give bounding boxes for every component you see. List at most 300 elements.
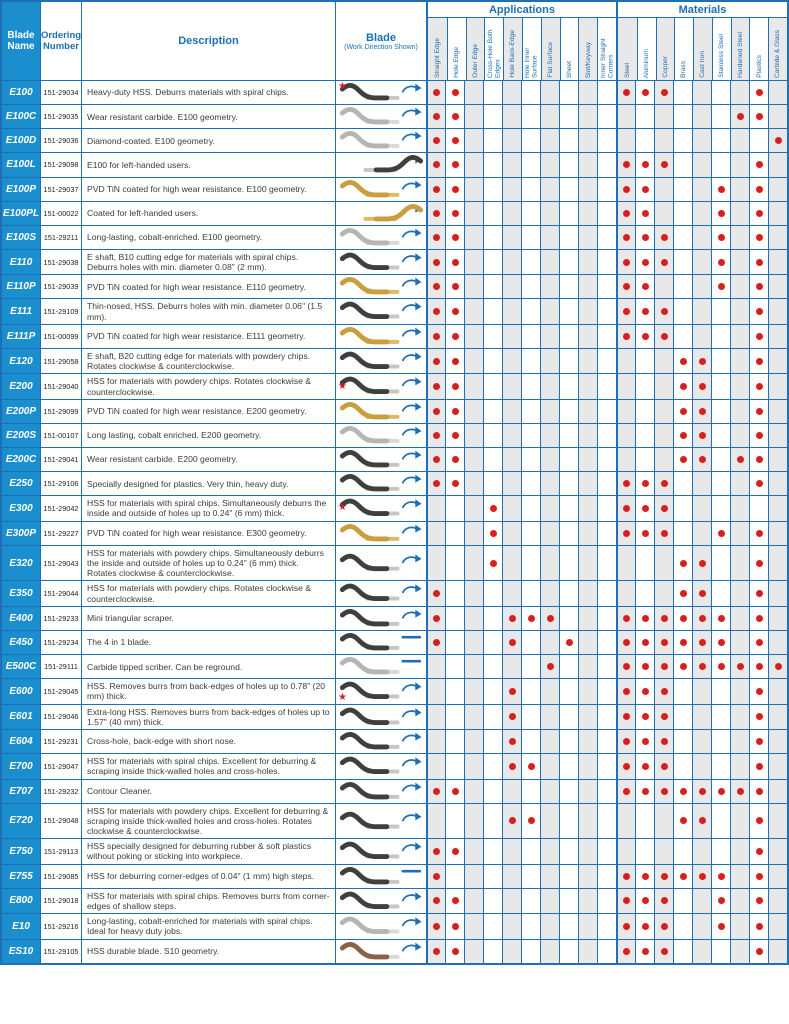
blade-name-cell: E100PL	[2, 202, 40, 225]
application-cell-hole-inner-surface	[521, 226, 540, 249]
description-cell: HSS for deburring corner-edges of 0.04" (1 mm) high steps.	[81, 865, 335, 888]
application-cell-straight-edge	[426, 275, 445, 298]
blade-illustration-with-direction-line	[337, 655, 426, 678]
material-dot	[756, 358, 763, 365]
application-cell-hole-edge	[445, 705, 464, 729]
material-cell-hardened-steel	[730, 705, 749, 729]
material-cell-aluminum	[635, 226, 654, 249]
material-cell-stainless-steel	[711, 81, 730, 104]
material-dot	[756, 283, 763, 290]
column-header-straight-edge: Straight Edge	[428, 18, 447, 80]
material-cell-plastics	[749, 546, 768, 581]
material-cell-aluminum	[635, 349, 654, 373]
material-dot	[699, 817, 706, 824]
application-cell-inner-straight-corners	[597, 105, 616, 128]
application-cell-outer-edge	[464, 349, 483, 373]
material-cell-stainless-steel	[711, 374, 730, 398]
material-cell-cast-iron	[692, 275, 711, 298]
material-dot	[718, 186, 725, 193]
blade-illustration-with-direction-arrow	[337, 581, 426, 605]
blade-name-cell: E350	[2, 581, 40, 605]
description-cell: HSS for materials with spiral chips. Excellent for deburring & scraping inside thick-walled holes and cross-holes.	[81, 754, 335, 778]
application-cell-sheet	[559, 275, 578, 298]
group-labels-applications	[428, 18, 616, 80]
material-cell-aluminum	[635, 202, 654, 225]
application-dot	[433, 897, 440, 904]
material-dot	[661, 923, 668, 930]
table-row-e110p	[2, 274, 787, 298]
material-cell-stainless-steel	[711, 730, 730, 753]
application-cell-sheet	[559, 202, 578, 225]
application-cell-hole-inner-surface	[521, 129, 540, 152]
description-cell: Heavy-duty HSS. Deburrs materials with spiral chips.	[81, 81, 335, 104]
material-dot	[756, 432, 763, 439]
column-header-plastics: Plastics	[749, 18, 768, 80]
application-dot	[433, 639, 440, 646]
material-cell-aluminum	[635, 178, 654, 201]
application-cell-flat-surface	[540, 914, 559, 938]
material-dot	[642, 738, 649, 745]
column-header-brass: Brass	[674, 18, 693, 80]
application-dot	[490, 505, 497, 512]
application-cell-outer-edge	[464, 940, 483, 963]
table-row-e720	[2, 803, 787, 839]
material-cell-plastics	[749, 250, 768, 274]
application-cell-cross-hole-both-edges	[483, 250, 502, 274]
application-cell-straight-edge	[426, 522, 445, 545]
application-cell-inner-straight-corners	[597, 914, 616, 938]
application-cell-slot-keyway	[578, 705, 597, 729]
blade-illustration-with-direction-arrow	[337, 400, 426, 423]
application-cell-hole-inner-surface	[521, 448, 540, 471]
material-dot	[623, 688, 630, 695]
description-cell: Long-lasting, cobalt-enriched for materials with spiral chips. Ideal for heavy duty jobs.	[81, 914, 335, 938]
material-dot	[775, 137, 782, 144]
blade-illustration-with-direction-arrow	[337, 81, 426, 104]
blade-illustration-with-direction-arrow	[337, 424, 426, 447]
material-cell-brass	[673, 754, 692, 778]
material-cell-carbide-glass	[768, 299, 787, 323]
material-dot	[642, 89, 649, 96]
material-dot	[661, 738, 668, 745]
material-cell-carbide-glass	[768, 153, 787, 176]
application-cell-hole-edge	[445, 448, 464, 471]
application-dot	[452, 210, 459, 217]
blade-illustration-with-direction-line	[337, 865, 426, 888]
material-cell-copper	[654, 581, 673, 605]
application-cell-flat-surface	[540, 546, 559, 581]
material-dot	[680, 432, 687, 439]
blade-name-cell: E100D	[2, 129, 40, 152]
material-dot	[718, 615, 725, 622]
material-cell-carbide-glass	[768, 865, 787, 888]
material-dot	[775, 663, 782, 670]
description-cell: HSS. Removes burrs from back-edges of holes up to 0.78" (20 mm) thick.	[81, 679, 335, 703]
application-cell-outer-edge	[464, 129, 483, 152]
blade-image-cell	[335, 400, 426, 423]
application-cell-flat-surface	[540, 178, 559, 201]
material-cell-carbide-glass	[768, 424, 787, 447]
ordering-number-cell: 151-29111	[40, 655, 81, 678]
application-cell-sheet	[559, 226, 578, 249]
table-row-es10	[2, 939, 787, 963]
material-cell-plastics	[749, 374, 768, 398]
material-cell-copper	[654, 129, 673, 152]
application-cell-slot-keyway	[578, 546, 597, 581]
material-dot	[642, 186, 649, 193]
application-cell-slot-keyway	[578, 250, 597, 274]
material-cell-stainless-steel	[711, 424, 730, 447]
application-cell-outer-edge	[464, 374, 483, 398]
material-dot	[642, 948, 649, 955]
ordering-number-cell: 151-29227	[40, 522, 81, 545]
ordering-number-cell: 151-29058	[40, 349, 81, 373]
material-cell-cast-iron	[692, 325, 711, 348]
application-dot	[433, 210, 440, 217]
material-dot	[623, 615, 630, 622]
application-cell-outer-edge	[464, 780, 483, 803]
application-cell-hole-back-edge	[502, 780, 521, 803]
application-cell-straight-edge	[426, 607, 445, 630]
application-cell-hole-back-edge	[502, 496, 521, 520]
material-cell-copper	[654, 496, 673, 520]
material-cell-aluminum	[635, 607, 654, 630]
material-cell-plastics	[749, 780, 768, 803]
description-cell: PVD TiN coated for high wear resistance. E100 geometry.	[81, 178, 335, 201]
material-dot	[623, 283, 630, 290]
material-dot	[623, 713, 630, 720]
material-cell-copper	[654, 754, 673, 778]
material-cell-cast-iron	[692, 804, 711, 839]
material-cell-cast-iron	[692, 400, 711, 423]
blade-illustration-with-direction-arrow	[337, 202, 426, 225]
application-dot	[452, 923, 459, 930]
application-cell-inner-straight-corners	[597, 325, 616, 348]
application-dot	[452, 283, 459, 290]
column-header-hardened-steel: Hardened Steel	[731, 18, 750, 80]
material-cell-carbide-glass	[768, 607, 787, 630]
application-cell-cross-hole-both-edges	[483, 105, 502, 128]
material-cell-steel	[616, 631, 635, 654]
application-dot	[547, 615, 554, 622]
ordering-number-cell: 151-29233	[40, 607, 81, 630]
material-cell-aluminum	[635, 655, 654, 678]
application-cell-sheet	[559, 349, 578, 373]
table-row-e111	[2, 298, 787, 323]
ordering-number-cell: 151-29216	[40, 914, 81, 938]
material-cell-aluminum	[635, 496, 654, 520]
material-cell-hardened-steel	[730, 81, 749, 104]
application-cell-slot-keyway	[578, 607, 597, 630]
application-cell-straight-edge	[426, 655, 445, 678]
column-header-aluminum: Aluminum	[637, 18, 656, 80]
application-dot	[452, 480, 459, 487]
application-cell-cross-hole-both-edges	[483, 631, 502, 654]
material-dot	[699, 788, 706, 795]
material-dot	[623, 333, 630, 340]
material-dot	[642, 639, 649, 646]
material-cell-carbide-glass	[768, 448, 787, 471]
material-cell-hardened-steel	[730, 804, 749, 839]
material-cell-plastics	[749, 655, 768, 678]
ordering-number-cell: 151-00022	[40, 202, 81, 225]
application-cell-straight-edge	[426, 705, 445, 729]
application-cell-sheet	[559, 325, 578, 348]
material-cell-brass	[673, 472, 692, 495]
material-cell-cast-iron	[692, 839, 711, 863]
blade-name-cell: E320	[2, 546, 40, 581]
blade-illustration-with-direction-arrow	[337, 129, 426, 152]
application-cell-sheet	[559, 607, 578, 630]
material-dot	[680, 383, 687, 390]
material-dot	[680, 663, 687, 670]
material-cell-stainless-steel	[711, 226, 730, 249]
material-cell-aluminum	[635, 299, 654, 323]
application-cell-hole-back-edge	[502, 325, 521, 348]
application-cell-flat-surface	[540, 105, 559, 128]
table-row-e750	[2, 838, 787, 863]
ordering-number-cell: 151-29048	[40, 804, 81, 839]
material-cell-brass	[673, 581, 692, 605]
material-cell-brass	[673, 275, 692, 298]
application-cell-straight-edge	[426, 865, 445, 888]
material-cell-plastics	[749, 581, 768, 605]
application-cell-inner-straight-corners	[597, 202, 616, 225]
material-cell-plastics	[749, 400, 768, 423]
application-cell-inner-straight-corners	[597, 374, 616, 398]
material-dot	[756, 873, 763, 880]
application-cell-cross-hole-both-edges	[483, 325, 502, 348]
material-dot	[756, 530, 763, 537]
material-dot	[642, 259, 649, 266]
blade-name-cell: E750	[2, 839, 40, 863]
application-cell-sheet	[559, 804, 578, 839]
material-cell-hardened-steel	[730, 374, 749, 398]
material-dot	[756, 817, 763, 824]
application-cell-sheet	[559, 105, 578, 128]
application-cell-straight-edge	[426, 226, 445, 249]
table-row-e604	[2, 729, 787, 753]
material-cell-hardened-steel	[730, 914, 749, 938]
material-cell-copper	[654, 448, 673, 471]
material-dot	[661, 688, 668, 695]
blade-illustration-with-direction-arrow	[337, 889, 426, 913]
application-cell-hole-edge	[445, 81, 464, 104]
application-cell-inner-straight-corners	[597, 226, 616, 249]
material-cell-hardened-steel	[730, 546, 749, 581]
application-cell-straight-edge	[426, 250, 445, 274]
material-cell-plastics	[749, 679, 768, 703]
blade-illustration-with-direction-arrow	[337, 607, 426, 630]
application-cell-slot-keyway	[578, 448, 597, 471]
material-dot	[718, 639, 725, 646]
application-cell-sheet	[559, 581, 578, 605]
application-dot	[509, 713, 516, 720]
material-cell-plastics	[749, 325, 768, 348]
material-cell-copper	[654, 914, 673, 938]
material-cell-copper	[654, 105, 673, 128]
blade-name-cell: E100	[2, 81, 40, 104]
ordering-number-cell: 151-29044	[40, 581, 81, 605]
material-cell-aluminum	[635, 631, 654, 654]
material-dot	[756, 161, 763, 168]
material-cell-steel	[616, 780, 635, 803]
ordering-number-cell: 151-29036	[40, 129, 81, 152]
application-cell-cross-hole-both-edges	[483, 153, 502, 176]
material-cell-copper	[654, 299, 673, 323]
application-cell-inner-straight-corners	[597, 754, 616, 778]
material-cell-carbide-glass	[768, 496, 787, 520]
material-dot	[756, 738, 763, 745]
material-cell-aluminum	[635, 81, 654, 104]
material-dot	[756, 259, 763, 266]
ordering-number-cell: 151-29034	[40, 81, 81, 104]
material-cell-cast-iron	[692, 914, 711, 938]
blade-image-cell	[335, 631, 426, 654]
table-row-e100c	[2, 104, 787, 128]
application-cell-sheet	[559, 546, 578, 581]
application-cell-sheet	[559, 374, 578, 398]
material-cell-brass	[673, 226, 692, 249]
application-dot	[452, 186, 459, 193]
application-cell-cross-hole-both-edges	[483, 349, 502, 373]
application-cell-cross-hole-both-edges	[483, 581, 502, 605]
material-cell-copper	[654, 889, 673, 913]
application-cell-straight-edge	[426, 631, 445, 654]
column-header-description: Description	[81, 2, 335, 80]
material-cell-brass	[673, 105, 692, 128]
blade-illustration-with-direction-arrow	[337, 914, 426, 938]
blade-image-cell	[335, 754, 426, 778]
material-dot	[642, 663, 649, 670]
blade-image-cell	[335, 448, 426, 471]
material-dot	[756, 308, 763, 315]
application-cell-flat-surface	[540, 81, 559, 104]
application-cell-flat-surface	[540, 581, 559, 605]
application-cell-flat-surface	[540, 839, 559, 863]
application-cell-straight-edge	[426, 129, 445, 152]
material-cell-cast-iron	[692, 129, 711, 152]
material-dot	[756, 480, 763, 487]
material-dot	[680, 358, 687, 365]
application-cell-hole-inner-surface	[521, 424, 540, 447]
application-dot	[528, 817, 535, 824]
application-cell-cross-hole-both-edges	[483, 275, 502, 298]
material-cell-steel	[616, 914, 635, 938]
application-cell-flat-surface	[540, 349, 559, 373]
application-cell-sheet	[559, 129, 578, 152]
table-row-e100pl	[2, 201, 787, 225]
material-cell-aluminum	[635, 754, 654, 778]
description-cell: E100 for left-handed users.	[81, 153, 335, 176]
application-cell-sheet	[559, 153, 578, 176]
application-cell-hole-inner-surface	[521, 679, 540, 703]
application-cell-sheet	[559, 496, 578, 520]
application-dot	[433, 383, 440, 390]
material-dot	[623, 186, 630, 193]
application-dot	[433, 186, 440, 193]
material-cell-stainless-steel	[711, 202, 730, 225]
material-cell-aluminum	[635, 865, 654, 888]
application-dot	[452, 161, 459, 168]
material-cell-brass	[673, 546, 692, 581]
application-dot	[452, 848, 459, 855]
table-row-e120	[2, 348, 787, 373]
application-cell-hole-edge	[445, 496, 464, 520]
application-cell-hole-edge	[445, 655, 464, 678]
application-cell-inner-straight-corners	[597, 250, 616, 274]
application-cell-hole-back-edge	[502, 275, 521, 298]
material-dot	[756, 333, 763, 340]
blade-name-cell: E700	[2, 754, 40, 778]
blade-illustration-with-direction-arrow	[337, 448, 426, 471]
material-dot	[661, 897, 668, 904]
material-cell-carbide-glass	[768, 202, 787, 225]
application-cell-hole-edge	[445, 299, 464, 323]
description-cell: Long lasting, cobalt enriched. E200 geometry.	[81, 424, 335, 447]
application-dot	[490, 530, 497, 537]
material-cell-carbide-glass	[768, 226, 787, 249]
ordering-number-cell: 151-29041	[40, 448, 81, 471]
application-cell-cross-hole-both-edges	[483, 496, 502, 520]
application-cell-hole-inner-surface	[521, 754, 540, 778]
description-cell: PVD TiN coated for high wear resistance. E111 geometry.	[81, 325, 335, 348]
blade-image-cell	[335, 424, 426, 447]
material-cell-cast-iron	[692, 655, 711, 678]
material-cell-aluminum	[635, 940, 654, 963]
application-cell-flat-surface	[540, 424, 559, 447]
description-cell: E shaft, B20 cutting edge for materials with powdery chips. Rotates clockwise & counterclockwise.	[81, 349, 335, 373]
material-cell-carbide-glass	[768, 522, 787, 545]
description-cell: Thin-nosed, HSS. Deburrs holes with min. diameter 0.06" (1.5 mm).	[81, 299, 335, 323]
material-cell-stainless-steel	[711, 865, 730, 888]
blade-illustration-with-direction-arrow	[337, 940, 426, 963]
blade-name-cell: ES10	[2, 940, 40, 963]
application-cell-cross-hole-both-edges	[483, 129, 502, 152]
material-cell-carbide-glass	[768, 105, 787, 128]
application-cell-straight-edge	[426, 730, 445, 753]
blade-image-cell	[335, 679, 426, 703]
material-cell-hardened-steel	[730, 472, 749, 495]
application-cell-hole-edge	[445, 374, 464, 398]
application-cell-cross-hole-both-edges	[483, 299, 502, 323]
material-cell-cast-iron	[692, 496, 711, 520]
application-cell-hole-edge	[445, 754, 464, 778]
material-cell-hardened-steel	[730, 754, 749, 778]
material-cell-hardened-steel	[730, 400, 749, 423]
column-header-cast-iron: Cast Iron	[693, 18, 712, 80]
application-cell-straight-edge	[426, 299, 445, 323]
application-cell-hole-inner-surface	[521, 178, 540, 201]
header-group-applications	[426, 2, 616, 80]
application-cell-slot-keyway	[578, 496, 597, 520]
material-dot	[642, 505, 649, 512]
material-dot	[661, 615, 668, 622]
material-dot	[718, 897, 725, 904]
application-cell-flat-surface	[540, 655, 559, 678]
column-header-stainless-steel: Stainless Steel	[712, 18, 731, 80]
column-header-slot-keyway: Slot/Keyway	[578, 18, 597, 80]
material-cell-carbide-glass	[768, 400, 787, 423]
ordering-number-cell: 151-00099	[40, 325, 81, 348]
application-cell-hole-inner-surface	[521, 349, 540, 373]
material-cell-steel	[616, 522, 635, 545]
application-cell-inner-straight-corners	[597, 705, 616, 729]
material-cell-aluminum	[635, 250, 654, 274]
application-cell-flat-surface	[540, 679, 559, 703]
application-cell-hole-inner-surface	[521, 546, 540, 581]
application-cell-cross-hole-both-edges	[483, 865, 502, 888]
